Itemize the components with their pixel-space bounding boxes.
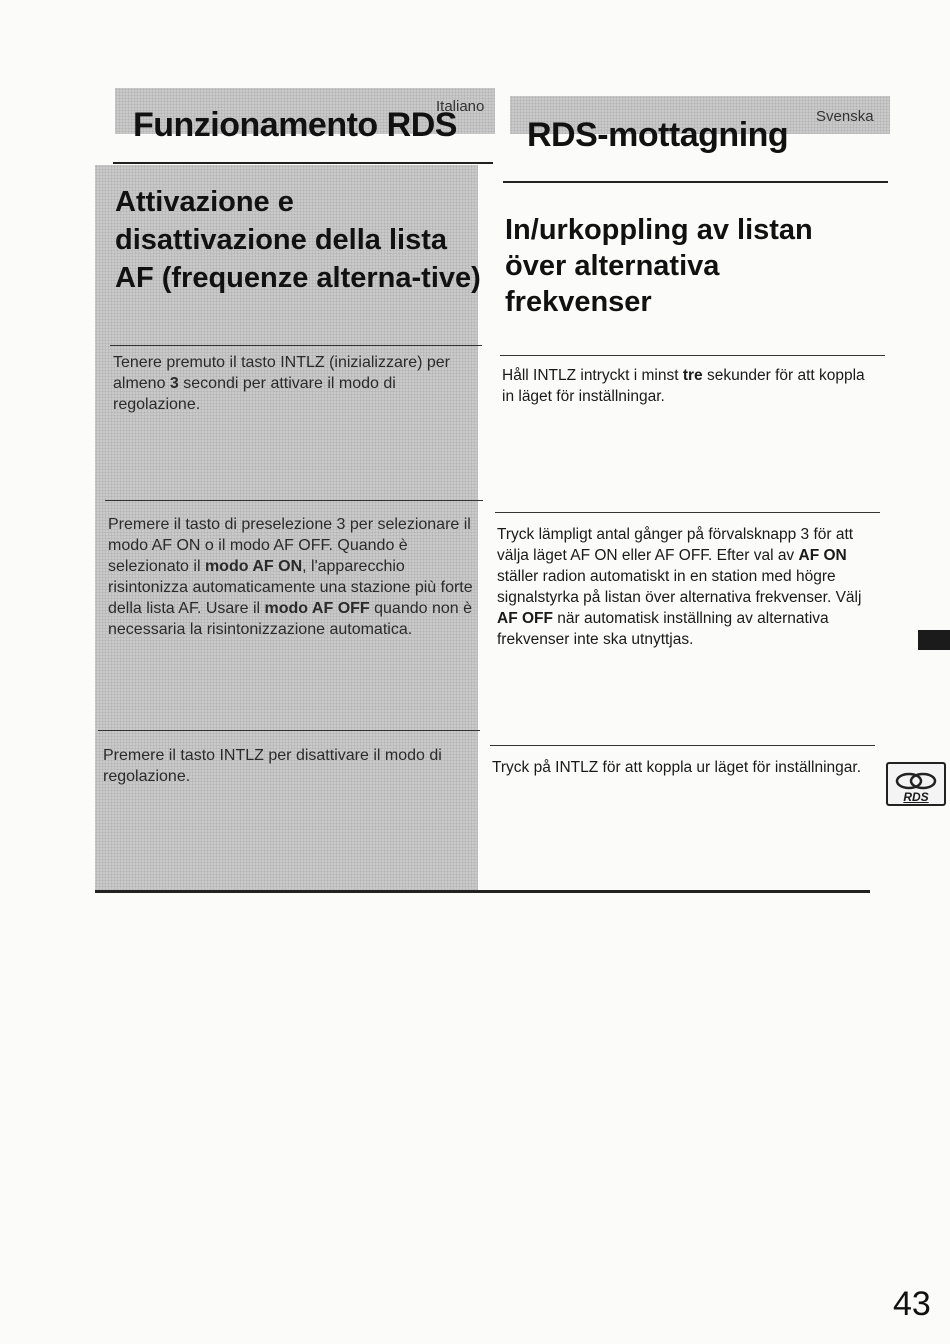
swedish-step3-text: Tryck på INTLZ för att koppla ur läget för inställningar. [492, 759, 862, 776]
italian-step2-part-e: quando non è necessaria la risintonizzazione automatica. [108, 600, 473, 638]
italian-step3-rule [98, 730, 480, 731]
italian-step1-rule [110, 345, 482, 346]
swedish-step2-part-c: ställer radion automatiskt in en station med högre signalstyrka på listan över alternativa frekvenser. Välj [497, 568, 862, 606]
swedish-header-title: RDS-mottagning [527, 116, 789, 154]
swedish-language-tag: Svenska [816, 108, 874, 125]
swedish-step1-rule [500, 355, 885, 356]
italian-step2-af-on: modo AF ON [204, 558, 303, 575]
swedish-top-rule [503, 181, 888, 183]
italian-step1-part-a: Tenere premuto il tasto INTLZ (inizializzare) per almeno [113, 354, 451, 392]
swedish-step2-af-off: AF OFF [497, 610, 553, 627]
italian-step2-part-a: Premere il tasto di preselezione 3 per selezionare il modo AF ON o il modo AF OFF. Quando è selezionato il [108, 516, 471, 575]
italian-step2-part-c: , l'apparecchio risintonizza automaticamente una stazione più forte della lista AF. Usare il [108, 558, 473, 617]
page-number: 43 [893, 1285, 931, 1323]
swedish-step1-part-a: Håll INTLZ intryckt i minst [502, 367, 683, 384]
italian-step2-af-off: modo AF OFF [264, 600, 370, 617]
italian-top-rule [113, 162, 493, 164]
swedish-step1-seconds: tre [682, 367, 703, 384]
italian-header-title: Funzionamento RDS [133, 106, 457, 144]
swedish-step2-part-a: Tryck lämpligt antal gånger på förvalsknapp 3 för att välja läget AF ON eller AF OFF. Efter val av [497, 526, 854, 564]
italian-step1-part-c: secondi per attivare il modo di regolazione. [113, 375, 396, 413]
rds-logo [886, 762, 946, 806]
italian-section-title: Attivazione e disattivazione della lista AF (frequenze alterna-tive) [115, 186, 481, 294]
swedish-step2-part-e: när automatisk inställning av alternativa frekvenser inte ska utnyttjas. [497, 610, 829, 648]
swedish-step1-text [502, 365, 877, 407]
edge-tab-marker [918, 630, 950, 650]
swedish-step2-text [497, 524, 880, 650]
swedish-step2-af-on: AF ON [798, 547, 847, 564]
bottom-rule [95, 890, 870, 893]
rds-waves-icon [894, 772, 938, 790]
italian-step3-text: Premere il tasto INTLZ per disattivare il modo di regolazione. [103, 747, 442, 785]
italian-step1-text [113, 352, 473, 415]
italian-step2-text [108, 514, 476, 640]
italian-step2-rule [105, 500, 483, 501]
italian-language-tag: Italiano [436, 98, 485, 115]
swedish-step3-rule [490, 745, 875, 746]
swedish-step1-part-c: sekunder för att koppla in läget för inställningar. [502, 367, 865, 405]
rds-logo-text: RDS [903, 790, 929, 804]
swedish-section-title: In/urkoppling av listan över alternativa frekvenser [505, 214, 813, 318]
swedish-step2-rule [495, 512, 880, 513]
italian-step1-seconds: 3 [169, 375, 179, 392]
